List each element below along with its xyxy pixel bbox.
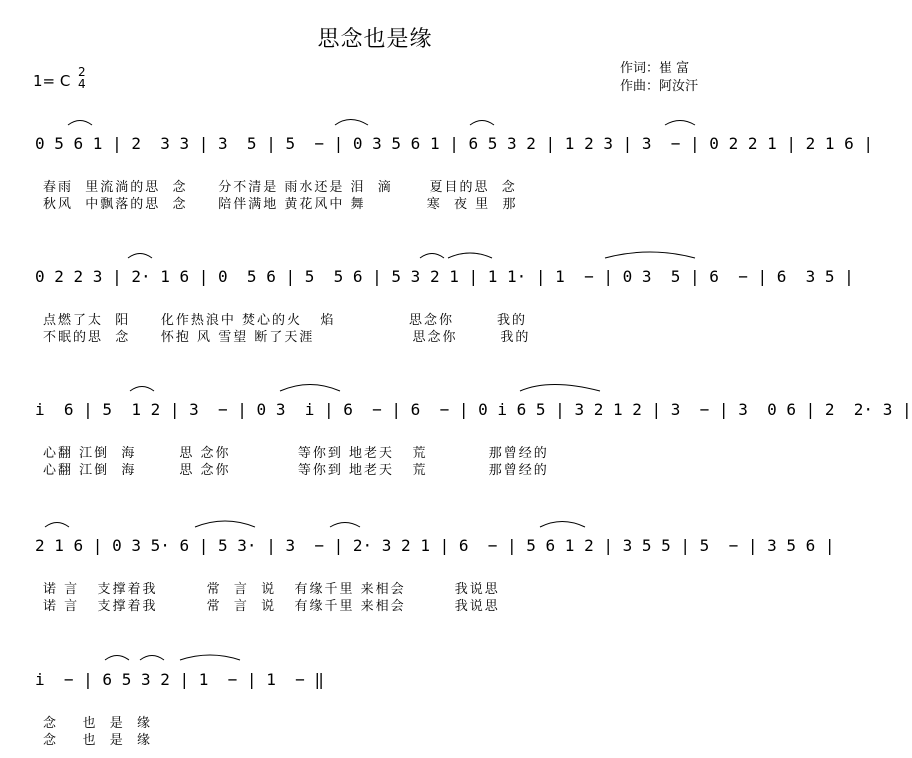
lyric-verse-1: 点燃了太 阳 化作热浪中 焚心的火 焰 思念你 我的 <box>43 313 527 328</box>
slur <box>420 254 444 259</box>
time-signature <box>78 66 86 90</box>
lyricist: 作词：崔 富 <box>620 61 690 76</box>
slur <box>470 121 494 126</box>
slur <box>45 523 69 528</box>
slur <box>195 521 255 527</box>
slur <box>665 121 695 126</box>
slur <box>68 121 92 126</box>
slur <box>140 656 164 661</box>
lyric-verse-2: 秋风 中飘落的思 念 陪伴满地 黄花风中 舞 寒 夜 里 那 <box>43 197 518 212</box>
slur <box>540 522 585 528</box>
score-system-3 <box>35 398 912 488</box>
slur <box>280 385 340 392</box>
notation-line: 0 5 6 1 | 2 3 3 | 3 5 | 5 − | 0 3 5 6 1 | 6 5 3 2 | 1 2 3 | 3 − | 0 2 2 1 | 2 1 6 | <box>35 134 874 153</box>
slur <box>605 252 695 258</box>
slur <box>130 387 154 392</box>
notation-line: i − | 6 5 3 2 | 1 − | 1 − ‖ <box>35 670 324 689</box>
slur <box>128 254 152 259</box>
composer: 作曲：阿汝汗 <box>620 79 699 94</box>
slur <box>180 655 240 660</box>
lyric-verse-2: 不眠的思 念 怀抱 风 雪望 断了天涯 思念你 我的 <box>43 330 531 345</box>
lyric-verse-2: 念 也 是 缘 <box>43 733 153 748</box>
slur <box>105 656 129 661</box>
lyric-verse-2: 诺 言 支撑着我 常 言 说 有缘千里 来相会 我说思 <box>43 599 500 614</box>
lyric-verse-1: 诺 言 支撑着我 常 言 说 有缘千里 来相会 我说思 <box>43 582 500 597</box>
lyric-verse-1: 念 也 是 缘 <box>43 716 153 731</box>
score-system-2 <box>35 265 854 355</box>
slur <box>335 120 368 126</box>
song-title: 思念也是缘 <box>317 27 433 52</box>
notation-line: i 6 | 5 1 2 | 3 − | 0 3 i | 6 − | 6 − | 0 i 6 5 | 3 2 1 2 | 3 − | 3 0 6 | 2 2· 3 | <box>35 400 912 419</box>
slur <box>448 253 492 258</box>
score-system-4 <box>35 534 835 624</box>
lyric-verse-2: 心翻 江倒 海 思 念你 等你到 地老天 荒 那曾经的 <box>43 463 549 478</box>
time-signature-bottom: 4 <box>78 77 86 91</box>
lyric-verse-1: 春雨 里流淌的思 念 分不清是 雨水还是 泪 滴 夏目的思 念 <box>43 180 517 195</box>
key-signature: 1= C <box>33 72 71 90</box>
score-system-1 <box>35 132 874 222</box>
notation-line: 2 1 6 | 0 3 5· 6 | 5 3· | 3 − | 2· 3 2 1 | 6 − | 5 6 1 2 | 3 5 5 | 5 − | 3 5 6 | <box>35 536 835 555</box>
slur <box>520 385 600 392</box>
score-system-5 <box>35 668 725 758</box>
lyric-verse-1: 心翻 江倒 海 思 念你 等你到 地老天 荒 那曾经的 <box>43 446 549 461</box>
slur <box>330 523 360 528</box>
time-signature-top: 2 <box>78 65 86 79</box>
credits <box>620 60 698 96</box>
notation-line: 0 2 2 3 | 2· 1 6 | 0 5 6 | 5 5 6 | 5 3 2 1 | 1 1· | 1 − | 0 3 5 | 6 − | 6 3 5 | <box>35 267 854 286</box>
